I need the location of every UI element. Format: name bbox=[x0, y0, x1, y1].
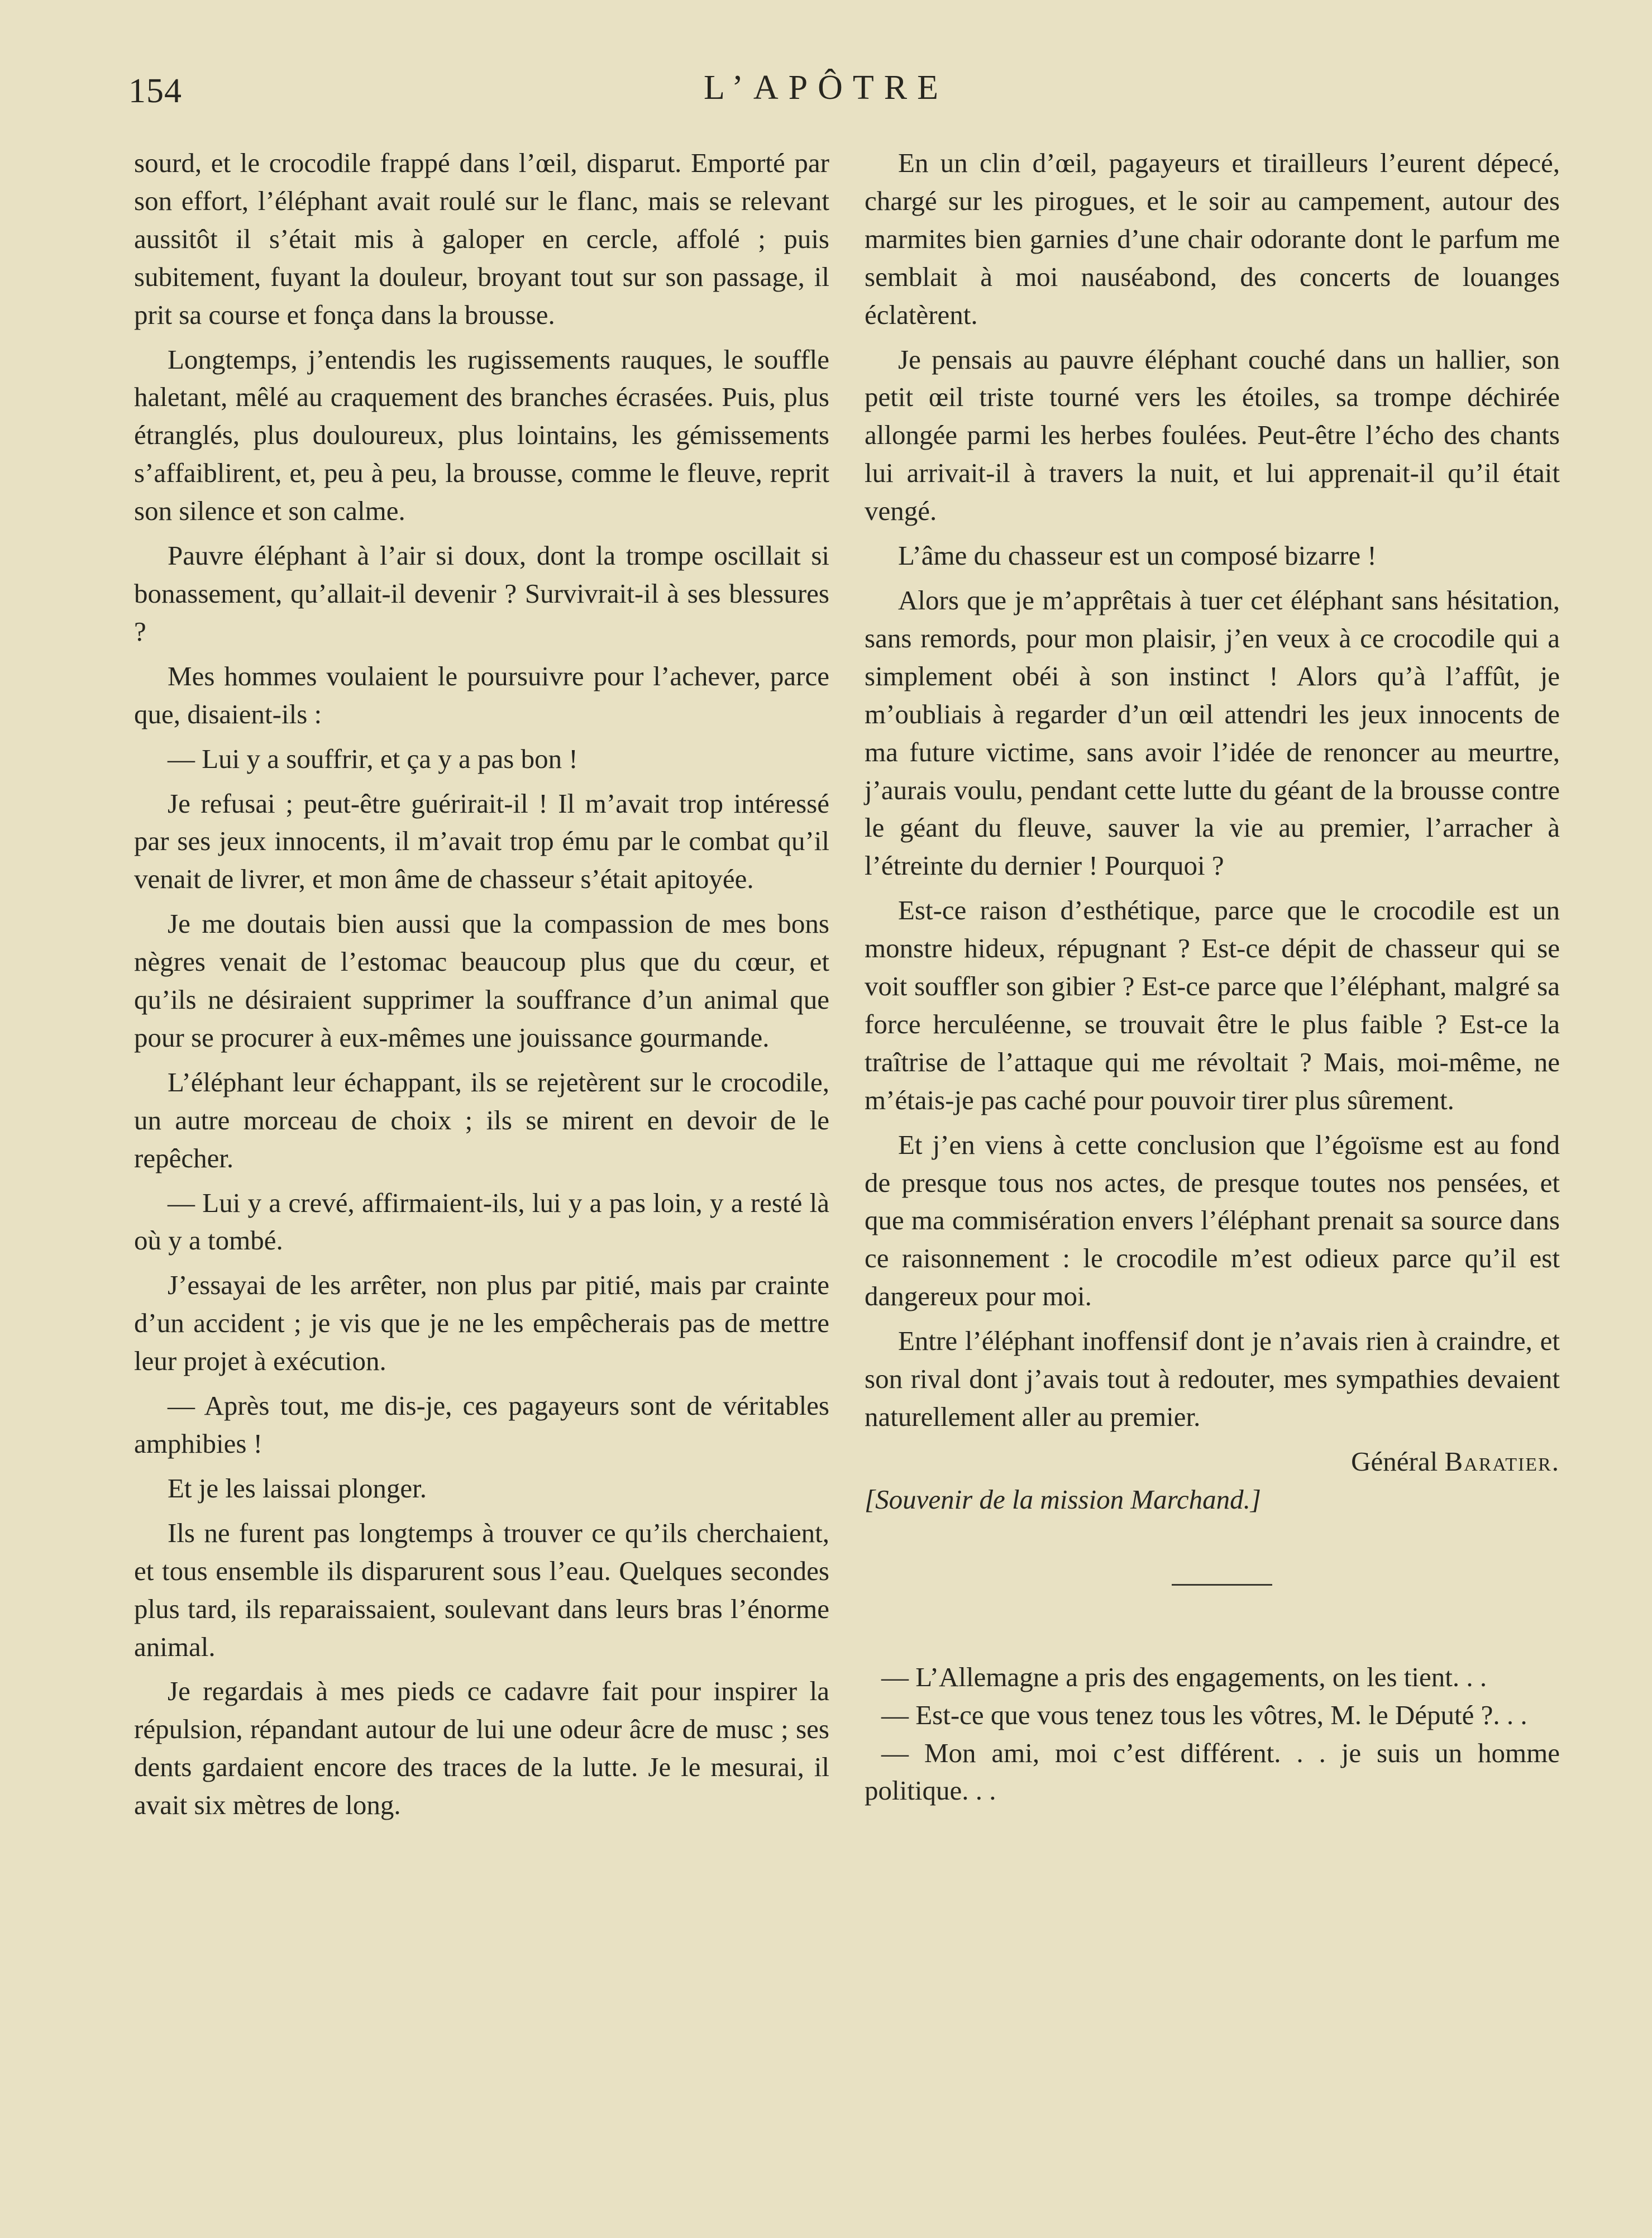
section-divider bbox=[1172, 1584, 1272, 1586]
paragraph: Alors que je m’apprêtais à tuer cet éléphant sans hésitation, sans remords, pour mon plaisir, j’en veux à ce crocodile qui a simplement obéi à son instinct ! Alors qu’à l’affût, je m’oubliais à regarder d’un œil attendri les jeux innocents de ma future victime, sans avoir l’idée de renoncer au meurtre, j’aurais voulu, pendant cette lutte du géant de la brousse contre le géant du fleuve, sauver la vie au premier, l’arracher à l’étreinte du dernier ! Pourquoi ? bbox=[865, 584, 1560, 881]
signature-prefix: Général bbox=[1351, 1445, 1438, 1477]
paragraph: — Lui y a souffrir, et ça y a pas bon ! bbox=[168, 743, 578, 774]
paragraph: — Lui y a crevé, affirmaient-ils, lui y a pas loin, y a resté là où y a tombé. bbox=[134, 1187, 829, 1256]
signature-name: Baratier. bbox=[1444, 1445, 1560, 1477]
paragraph: Je refusai ; peut-être guérirait-il ! Il m’avait trop intéressé par ses jeux innocents, il m’avait trop ému par le combat qu’il venait de livrer, et mon âme de chasseur s’était apitoyée. bbox=[134, 788, 829, 895]
paragraph: Longtemps, j’entendis les rugissements rauques, le souffle haletant, mêlé au craquement des branches écrasées. Puis, plus étranglés, plus douloureux, plus lointains, les gémissements s’affaiblirent, et, peu à peu, la brousse, comme le fleuve, reprit son silence et son calme. bbox=[134, 343, 829, 527]
paragraph: Je regardais à mes pieds ce cadavre fait pour inspirer la répulsion, répandant autour de lui une odeur âcre de musc ; ses dents gardaient encore des traces de la lutte. Je le mesurai, il avait six mètres de long. bbox=[134, 1676, 829, 1821]
dialogue-line: — Mon ami, moi c’est différent. . . je suis un homme politique. . . bbox=[865, 1737, 1560, 1806]
page-header bbox=[128, 61, 1524, 117]
page-number: 154 bbox=[128, 72, 182, 110]
paragraph: Je me doutais bien aussi que la compassion de mes bons nègres venait de l’estomac beaucoup plus que du cœur, et qu’ils ne désiraient supprimer la souffrance d’un animal que pour se procurer à eux-mêmes une jouissance gourmande. bbox=[134, 908, 829, 1053]
dialogue-line: — L’Allemagne a pris des engagements, on les tient. . . bbox=[881, 1661, 1487, 1692]
paragraph: L’éléphant leur échappant, ils se rejetèrent sur le crocodile, un autre morceau de choix ; ils se mirent en devoir de le repêcher. bbox=[134, 1066, 829, 1173]
left-column bbox=[134, 144, 829, 1831]
paragraph: Entre l’éléphant inoffensif dont je n’avais rien à craindre, et son rival dont j’avais tout à redouter, mes sympathies devaient naturellement aller au premier. bbox=[865, 1325, 1560, 1432]
source-note: [Souvenir de la mission Marchand.] bbox=[865, 1483, 1261, 1515]
dialogue-section bbox=[865, 1658, 1560, 1810]
right-column bbox=[865, 144, 1560, 1810]
paragraph: En un clin d’œil, pagayeurs et tirailleurs l’eurent dépecé, chargé sur les pirogues, et le soir au campement, autour des marmites bien garnies d’une chair odorante dont le parfum me semblait à moi nauséabond, des concerts de louanges éclatèrent. bbox=[865, 147, 1560, 330]
paragraph: Je pensais au pauvre éléphant couché dans un hallier, son petit œil triste tourné vers les étoiles, sa trompe déchirée allongée parmi les herbes foulées. Peut-être l’écho des chants lui arrivait-il à travers la nuit, et lui apprenait-il qu’il était vengé. bbox=[865, 343, 1560, 527]
paragraph: sourd, et le crocodile frappé dans l’œil, disparut. Emporté par son effort, l’éléphant avait roulé sur le flanc, mais se relevant aussitôt il s’était mis à galoper en cercle, affolé ; puis subitement, fuyant la douleur, broyant tout sur son passage, il prit sa course et fonça dans la brousse. bbox=[134, 147, 829, 330]
dialogue-line: — Est-ce que vous tenez tous les vôtres, M. le Député ?. . . bbox=[881, 1699, 1527, 1730]
author-signature bbox=[865, 1443, 1560, 1481]
paragraph: Ils ne furent pas longtemps à trouver ce qu’ils cherchaient, et tous ensemble ils disparurent sous l’eau. Quelques secondes plus tard, ils reparaissaient, soulevant dans leurs bras l’énorme animal. bbox=[134, 1517, 829, 1662]
paragraph: Et je les laissai plonger. bbox=[168, 1472, 427, 1504]
paragraph: Est-ce raison d’esthétique, parce que le crocodile est un monstre hideux, répugnant ? Est-ce dépit de chasseur qui se voit souffler son gibier ? Est-ce parce que l’éléphant, malgré sa force herculéenne, se trouvait être le plus faible ? Est-ce la traîtrise de l’attaque qui me révoltait ? Mais, moi-même, ne m’étais-je pas caché pour pouvoir tirer plus sûrement. bbox=[865, 895, 1560, 1115]
paragraph: J’essayai de les arrêter, non plus par pitié, mais par crainte d’un accident ; je vis que je ne les empêcherais pas de mettre leur projet à exécution. bbox=[134, 1270, 829, 1377]
paragraph: Et j’en viens à cette conclusion que l’égoïsme est au fond de presque tous nos actes, de presque toutes nos pensées, et que ma commisération envers l’éléphant prenait sa source dans ce raisonnement : le crocodile m’est odieux parce qu’il est dangereux pour moi. bbox=[865, 1129, 1560, 1312]
paragraph: L’âme du chasseur est un composé bizarre ! bbox=[898, 540, 1377, 571]
paragraph: Pauvre éléphant à l’air si doux, dont la trompe oscillait si bonassement, qu’allait-il devenir ? Survivrait-il à ses blessures ? bbox=[134, 540, 829, 647]
paragraph: Mes hommes voulaient le poursuivre pour l’achever, parce que, disaient-ils : bbox=[134, 660, 829, 729]
paragraph: — Après tout, me dis-je, ces pagayeurs sont de véritables amphibies ! bbox=[134, 1390, 829, 1459]
running-title: L’APÔTRE bbox=[704, 69, 948, 107]
